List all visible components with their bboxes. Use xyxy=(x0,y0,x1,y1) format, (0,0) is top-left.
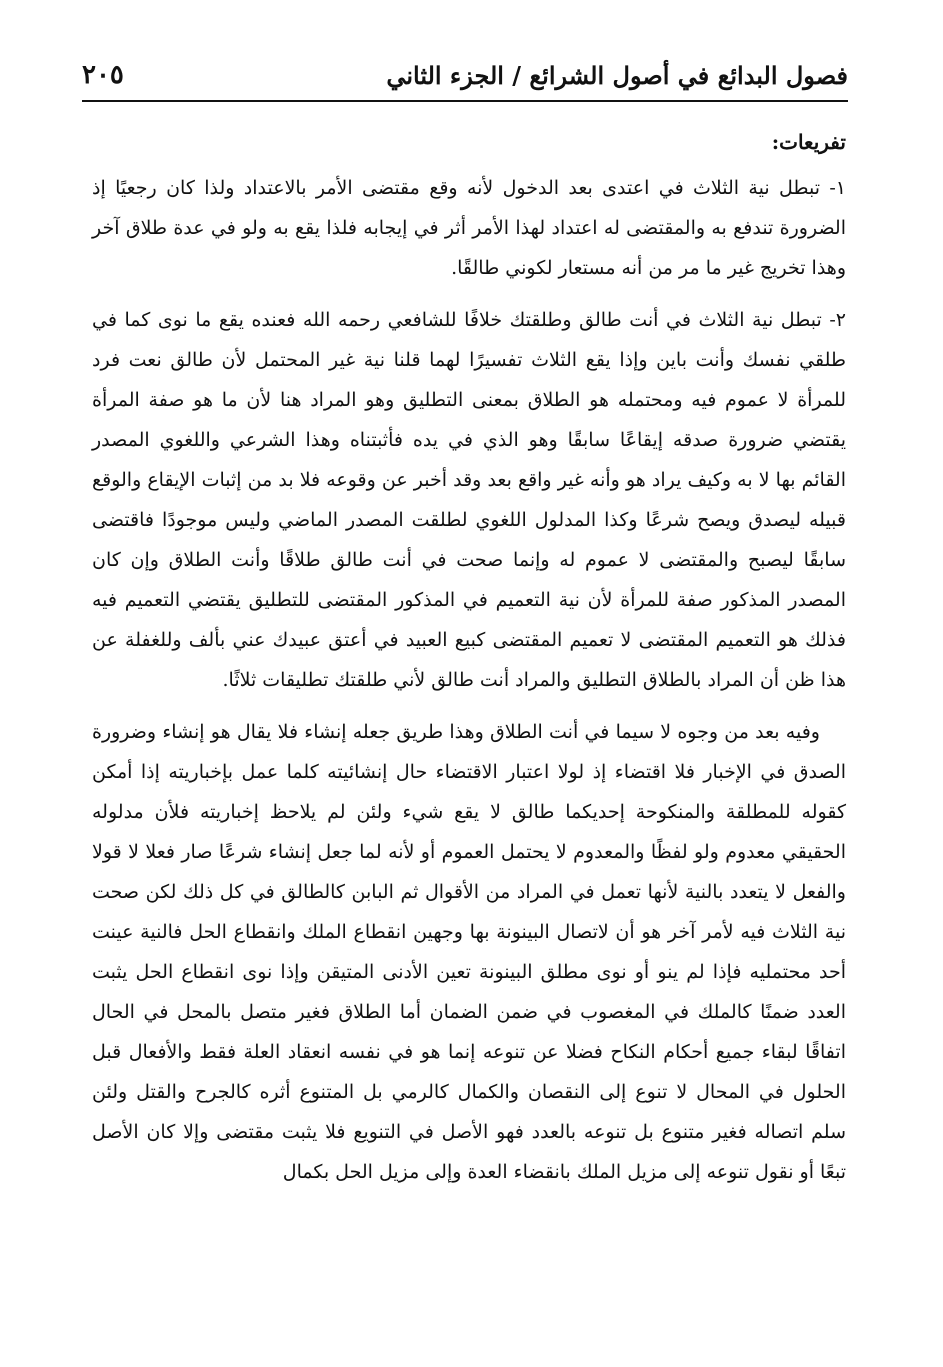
paragraph-continuation: وفيه بعد من وجوه لا سيما في أنت الطلاق وهذا طريق جعله إنشاء فلا يقال هو إنشاء وضرورة الصدق في الإخبار فلا اقتضاء إذ لولا اعتبار الاقتضاء حال إنشائيته كلما عمل بإخباريته إذا أمكن كقوله للمطلقة والمنكوحة إحديكما طالق لا يقع شيء ولئن لم يلاحظ إخباريته فلأن مدلوله الحقيقي معدوم ولو لفظًا والمعدوم لا يحتمل العموم أو لأنه لما جعل إنشاء شرعًا صار فعلا لا قولا والفعل لا يتعدد بالنية لأنها تعمل في المراد من الأقوال ثم البابن كالطالق في كل ذلك لكن صحت نية الثلاث فيه لأمر آخر هو أن لاتصال البينونة بها وجهين انقطاع الملك وانقطاع الحل فالنية عينت أحد محتمليه فإذا لم ينو أو نوى مطلق البينونة تعين الأدنى المتيقن وإذا نوى انقطاع الحل يثبت العدد ضمنًا كالملك في المغصوب في ضمن الضمان أما الطلاق فغير متصل بالمحل في الحال اتفاقًا لبقاء جميع أحكام النكاح فضلا عن تنوعه إنما هو في نفسه انعقاد العلة فقط والأفعال قبل الحلول في المحال لا تنوع إلى النقصان والكمال كالرمي بل المتنوع أثره كالجرح والقتل ولئن سلم اتصاله فغير متنوع بل تنوعه بالعدد فهو الأصل في التنويع فلا يثبت مقتضى وإلا كان الأصل تبعًا أو نقول تنوعه إلى مزيل الملك بانقضاء العدة وإلى مزيل الحل بكمال xyxy=(92,721,846,1183)
section-heading: تفريعات: xyxy=(771,130,846,154)
page-header xyxy=(82,55,848,95)
running-title: فصول البدائع في أصول الشرائع / الجزء الثاني xyxy=(386,60,848,90)
header-divider xyxy=(82,100,848,102)
page-number: ٢٠٥ xyxy=(82,60,124,90)
paragraph-item-1: ١- تبطل نية الثلاث في اعتدى بعد الدخول لأنه وقع مقتضى الأمر بالاعتداد ولذا كان رجعيًا إذ الضرورة تندفع به والمقتضى له اعتداد لهذا الأمر أثر في إيجابه فلذا يقع به ولو في عدة طلاق آخر وهذا تخريج غير ما مر من أنه مستعار لكوني طالقًا. xyxy=(92,177,846,279)
paragraph-item-2: ٢- تبطل نية الثلاث في أنت طالق وطلقتك خلافًا للشافعي رحمه الله فعنده يقع ما نوى كما في طلقي نفسك وأنت باين وإذا يقع الثلاث تفسيرًا لهما قلنا نية غير المحتمل لأن طالق نعت فرد للمرأة لا عموم فيه ومحتمله هو الطلاق بمعنى التطليق وهو المراد هنا لأن ما هو صفة المرأة يقتضي ضرورة صدقه إيقاعًا سابقًا وهو الذي في يده فأثبتناه وهذا الشرعي واللغوي المصدر القائم بها لا به وكيف يراد هو وأنه غير واقع بعد وقد أخبر عن وقوعه فلا بد من إثبات الإيقاع والوقع قبيله ليصدق ويصح شرعًا وكذا المدلول اللغوي لطلقت المصدر الماضي وليس موجودًا فاقتضى سابقًا ليصبح والمقتضى لا عموم له وإنما صحت في أنت طالق طلاقًا وأنت الطلاق وإن كان المصدر المذكور صفة للمرأة لأن نية التعميم في المذكور المقتضى للتطليق يقتضي التعميم فيه فذلك هو التعميم المقتضى لا تعميم المقتضى كبيع العبيد في أعتق عبيدك عني بألف وللغفلة عن هذا ظن أن المراد بالطلاق التطليق والمراد أنت طالق لأني طلقتك تطليقات ثلاثًا. xyxy=(92,309,846,691)
body-text xyxy=(92,122,846,1204)
